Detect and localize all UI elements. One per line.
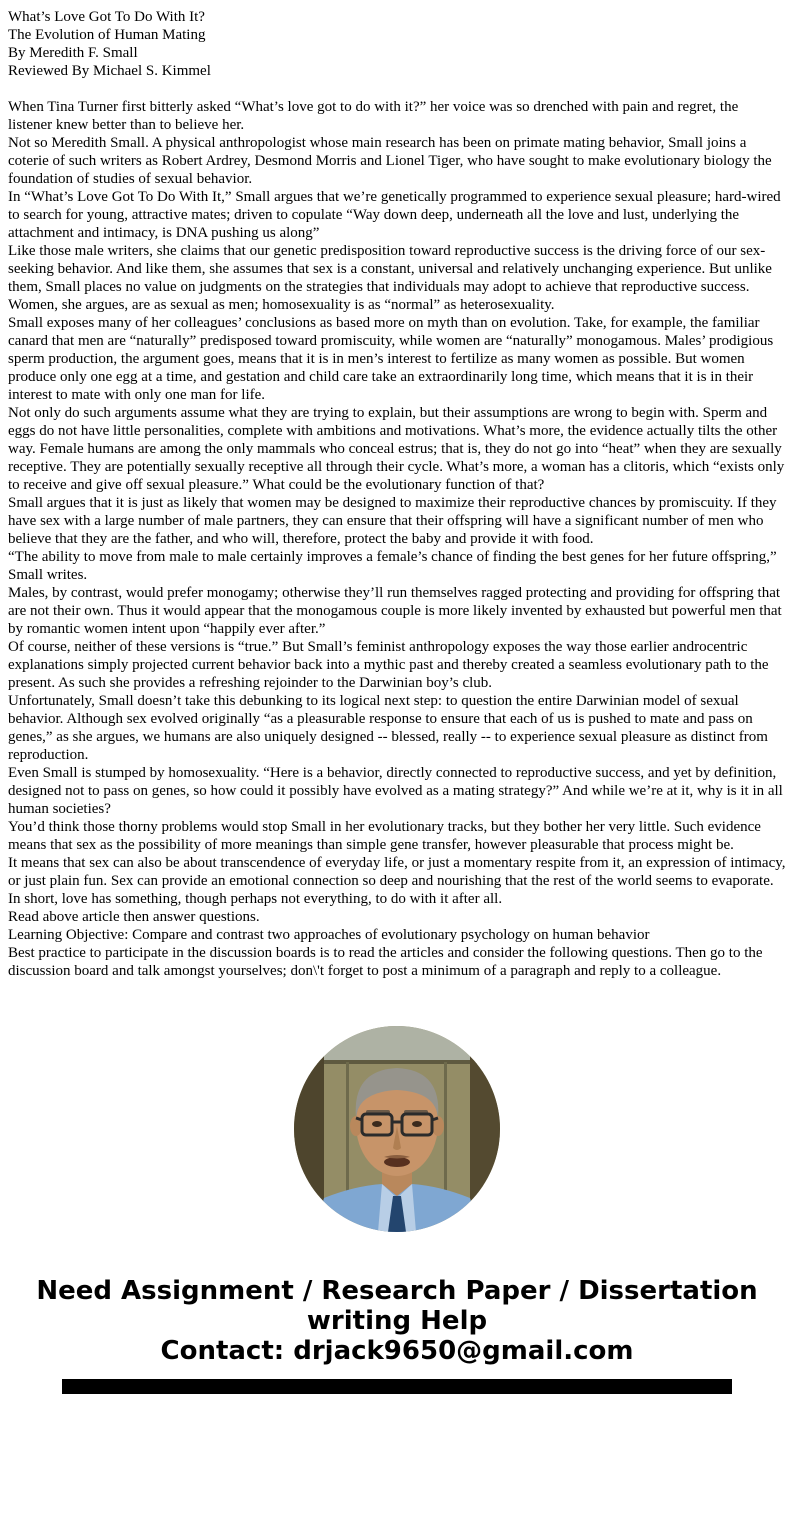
article-paragraph: Unfortunately, Small doesn’t take this debunking to its logical next step: to question the entire Darwinian model of sexual behavior. Although sex evolved originally “as a pleasurable response to ensure that each of us is pushed to mate and pass on genes,” as she argues, we humans are also uniquely designed -- blessed, really -- to experience sexual pleasure as distinct from reproduction.	[8, 693, 768, 763]
article-paragraph: In “What’s Love Got To Do With It,” Small argues that we’re genetically programmed to experience sexual pleasure; hard-wired to search for young, attractive mates; driven to copulate “Way down deep, underneath all the love and lust, underlying the attachment and intimacy, is DNA pushing us along”	[8, 189, 781, 241]
assignment-instructions	[8, 908, 786, 980]
best-practice-note: Best practice to participate in the discussion boards is to read the articles and consider the following questions. Then go to the discussion board and talk amongst yourselves; don\'t forget to post a minimum of a paragraph and reply to a colleague.	[8, 945, 763, 979]
article-paragraph: Not only do such arguments assume what they are trying to explain, but their assumptions are wrong to begin with. Sperm and eggs do not have little personalities, complete with ambitions and motivations. What’s more, the evidence actually tilts the other way. Female humans are among the only mammals who conceal estrus; that is, they do not go into “heat” when they are sexually receptive. They are potentially sexually receptive all through their cycle. What’s more, a woman has a clitoris, which “exists only to receive and give off sexual pleasure.” What could be the evolutionary function of that?	[8, 405, 785, 493]
article-paragraph: “The ability to move from male to male certainly improves a female’s chance of finding the best genes for her future offspring,” Small writes.	[8, 549, 777, 583]
article-paragraph: Of course, neither of these versions is “true.” But Small’s feminist anthropology exposes the way those earlier androcentric explanations simply projected current behavior back into a mythic past and thereby created a seamless evolutionary path to the present. As such she provides a refreshing rejoinder to the Darwinian boy’s club.	[8, 639, 769, 691]
instructor-portrait-illustration	[294, 1026, 500, 1232]
article-paragraph: You’d think those thorny problems would stop Small in her evolutionary tracks, but they bother her very little. Such evidence means that sex as the possibility of more meanings than simple gene transfer, however pleasurable that process might be.	[8, 819, 761, 853]
article-title: What’s Love Got To Do With It?	[8, 9, 205, 25]
article-body	[8, 98, 786, 908]
article-paragraph: Small argues that it is just as likely that women may be designed to maximize their reproductive chances by promiscuity. If they have sex with a large number of male partners, they can ensure that their offspring will have a significant number of men who believe that they are the father, and who will, therefore, protect the baby and provide it with food.	[8, 495, 777, 547]
instructor-photo	[294, 1026, 500, 1232]
bottom-black-bar	[62, 1379, 732, 1394]
article-header	[8, 8, 786, 80]
article-paragraph: Males, by contrast, would prefer monogamy; otherwise they’ll run themselves ragged protecting and providing for offspring that are not their own. Thus it would appear that the monogamous couple is more likely invented by exhausted but powerful men that by romantic women intent upon “happily ever after.”	[8, 585, 782, 637]
article-paragraph: When Tina Turner first bitterly asked “What’s love got to do with it?” her voice was so drenched with pain and regret, the listener knew better than to believe her.	[8, 99, 739, 133]
learning-objective: Learning Objective: Compare and contrast two approaches of evolutionary psychology on human behavior	[8, 927, 650, 943]
promo-footer	[8, 1276, 786, 1366]
article-paragraph: Even Small is stumped by homosexuality. “Here is a behavior, directly connected to reproductive success, and yet by definition, designed not to pass on genes, so how could it possibly have evolved as a mating strategy?” And while we’re at it, why is it in all human societies?	[8, 765, 783, 817]
article-paragraph: Like those male writers, she claims that our genetic predisposition toward reproductive success is the driving force of our sex-seeking behavior. And like them, she assumes that sex is a constant, universal and relatively unchanging experience. But unlike them, Small places no value on judgments on the strategies that individuals may adopt to achieve that reproductive success. Women, she argues, are as sexual as men; homosexuality is as “normal” as heterosexuality.	[8, 243, 772, 313]
article-subtitle: The Evolution of Human Mating	[8, 27, 206, 43]
read-note: Read above article then answer questions.	[8, 909, 260, 925]
article-paragraph: It means that sex can also be about transcendence of everyday life, or just a momentary respite from it, an expression of intimacy, or just plain fun. Sex can provide an emotional connection so deep and nourishing that the rest of the world seems to evaporate. In short, love has something, though perhaps not everything, to do with it after all.	[8, 855, 786, 907]
article-reviewer: Reviewed By Michael S. Kimmel	[8, 63, 211, 79]
article-paragraph: Small exposes many of her colleagues’ conclusions as based more on myth than on evolution. Take, for example, the familiar canard that men are “naturally” predisposed toward promiscuity, while women are “naturally” monogamous. Males’ prodigious sperm production, the argument goes, means that it is in men’s interest to fertilize as many women as possible. But women produce only one egg at a time, and gestation and child care take an extraordinarily long time, which means that it is in their interest to mate with only one man for life.	[8, 315, 774, 403]
promo-contact-email: Contact: drjack9650@gmail.com	[160, 1336, 634, 1366]
promo-text: Need Assignment / Research Paper / Dissertation writing Help	[36, 1276, 758, 1336]
article-byline: By Meredith F. Small	[8, 45, 138, 61]
article-paragraph: Not so Meredith Small. A physical anthropologist whose main research has been on primate mating behavior, Small joins a coterie of such writers as Robert Ardrey, Desmond Morris and Lionel Tiger, who have sought to make evolutionary biology the foundation of studies of sexual behavior.	[8, 135, 772, 187]
